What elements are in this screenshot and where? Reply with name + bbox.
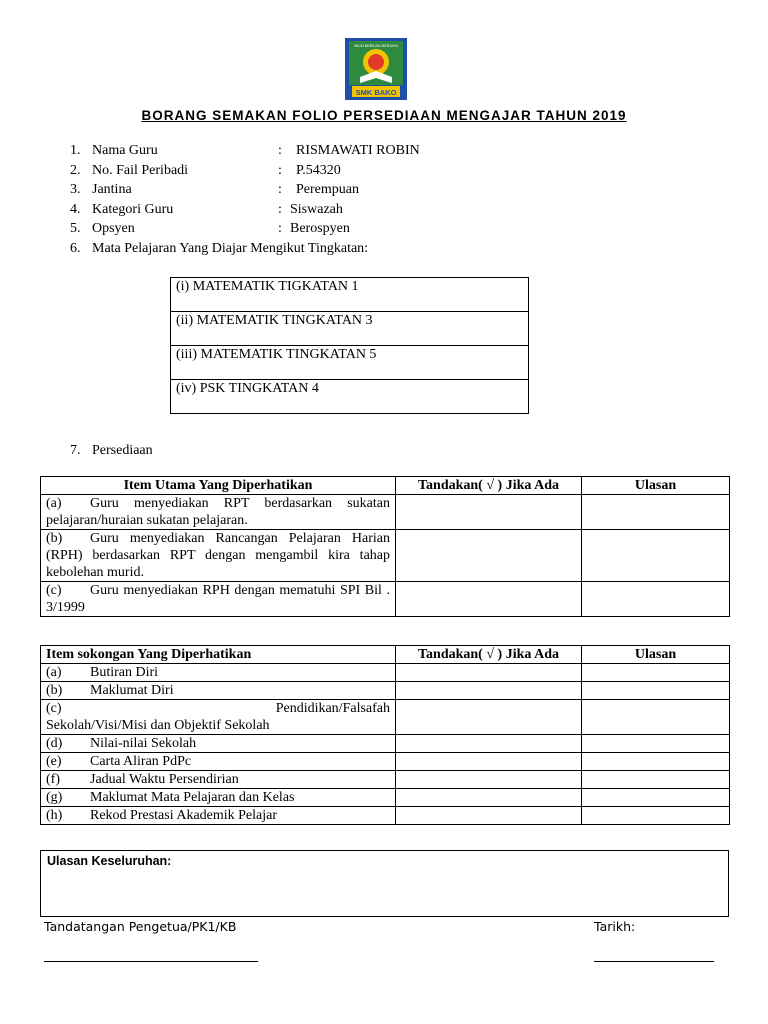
- table-row: [41, 495, 730, 530]
- logo-top-text: MAJU BERILMU BERJAYA: [354, 44, 398, 48]
- table-row: [41, 700, 730, 735]
- item-label: (d): [46, 736, 63, 751]
- item-cell: [41, 700, 396, 735]
- check-cell[interactable]: [396, 807, 582, 825]
- info-value: P.54320: [296, 162, 341, 178]
- item-cell: [41, 771, 396, 789]
- section-num: 7.: [70, 443, 81, 458]
- remarks-cell[interactable]: [582, 582, 730, 617]
- info-num: 5.: [70, 221, 81, 236]
- remarks-cell[interactable]: [582, 495, 730, 530]
- item-text: Pendidikan/Falsafah: [275, 701, 390, 716]
- check-cell[interactable]: [396, 771, 582, 789]
- info-value: RISMAWATI ROBIN: [296, 143, 420, 158]
- item-text: Maklumat Diri: [90, 683, 174, 698]
- remarks-cell[interactable]: [582, 664, 730, 682]
- form-title: BORANG SEMAKAN FOLIO PERSEDIAAN MENGAJAR TAHUN 2019: [141, 108, 627, 123]
- info-num: 2.: [70, 162, 81, 178]
- item-cell: [41, 753, 396, 771]
- info-colon: :: [278, 162, 282, 178]
- item-label: (c): [46, 701, 62, 716]
- section-7-heading: [70, 443, 153, 459]
- date-label: Tarikh:: [594, 919, 636, 934]
- item-text: Carta Aliran PdPc: [90, 754, 192, 769]
- item-text: Guru menyediakan RPH dengan mematuhi SPI Bil . 3/1999: [46, 583, 390, 615]
- table-row: [41, 682, 730, 700]
- info-value: Siswazah: [290, 201, 343, 217]
- info-value: Perempuan: [296, 182, 359, 197]
- info-label: Jantina: [92, 182, 132, 197]
- info-label: No. Fail Peribadi: [92, 162, 189, 178]
- table-header-row: [41, 477, 730, 495]
- remarks-cell[interactable]: [582, 753, 730, 771]
- info-num: 3.: [70, 182, 81, 197]
- info-colon: :: [278, 182, 282, 197]
- subject-cell: (iii) MATEMATIK TINGKATAN 5: [171, 346, 529, 380]
- table-row: [41, 735, 730, 753]
- table-row: [41, 753, 730, 771]
- item-text: Rekod Prestasi Akademik Pelajar: [90, 808, 278, 823]
- signature-label: Tandatangan Pengetua/PK1/KB: [44, 919, 237, 934]
- check-cell[interactable]: [396, 495, 582, 530]
- check-cell[interactable]: [396, 753, 582, 771]
- logo-bottom-text: SMK BAKO: [355, 88, 397, 97]
- check-cell[interactable]: [396, 664, 582, 682]
- info-colon: :: [278, 201, 282, 217]
- check-cell[interactable]: [396, 700, 582, 735]
- check-cell[interactable]: [396, 682, 582, 700]
- item-label: (c): [46, 583, 62, 598]
- item-text: Guru menyediakan Rancangan Pelajaran Harian (RPH) berdasarkan RPT dengan mengambil kira tahap kebolehan murid.: [46, 531, 390, 580]
- remarks-cell[interactable]: [582, 530, 730, 582]
- signature-line[interactable]: [44, 961, 258, 962]
- item-label: (g): [46, 790, 63, 805]
- remarks-cell[interactable]: [582, 682, 730, 700]
- info-value: Berospyen: [290, 221, 350, 236]
- item-label: (b): [46, 531, 63, 546]
- info-label: Mata Pelajaran Yang Diajar Mengikut Tingkatan:: [92, 240, 369, 256]
- item-text: Guru menyediakan RPT berdasarkan sukatan pelajaran/huraian sukatan pelajaran.: [46, 496, 390, 528]
- item-cell: [41, 495, 396, 530]
- item-text: Butiran Diri: [90, 665, 159, 680]
- check-cell[interactable]: [396, 789, 582, 807]
- header-item: Item sokongan Yang Diperhatikan: [41, 646, 396, 664]
- table-header-row: [41, 646, 730, 664]
- item-cell: [41, 582, 396, 617]
- item-label: (f): [46, 772, 60, 787]
- item-label: (e): [46, 754, 62, 769]
- remarks-cell[interactable]: [582, 771, 730, 789]
- check-cell[interactable]: [396, 530, 582, 582]
- item-text: Maklumat Mata Pelajaran dan Kelas: [90, 790, 295, 805]
- table-row: [41, 789, 730, 807]
- info-label: Nama Guru: [92, 143, 158, 158]
- date-line[interactable]: [594, 961, 714, 962]
- item-label: (a): [46, 496, 62, 511]
- item-text: Jadual Waktu Persendirian: [90, 772, 239, 787]
- header-remarks: Ulasan: [582, 477, 730, 495]
- flame-icon: [368, 54, 384, 70]
- header-check: Tandakan( √ ) Jika Ada: [396, 646, 582, 664]
- table-row: [41, 807, 730, 825]
- subject-cell: (iv) PSK TINGKATAN 4: [171, 380, 529, 414]
- info-label: Kategori Guru: [92, 201, 174, 217]
- item-cell: [41, 789, 396, 807]
- table-row: [41, 664, 730, 682]
- school-logo: [344, 37, 408, 101]
- info-colon: :: [278, 143, 282, 158]
- remarks-cell[interactable]: [582, 807, 730, 825]
- info-colon: :: [278, 221, 282, 236]
- item-text-continued: Sekolah/Visi/Misi dan Objektif Sekolah: [46, 718, 270, 733]
- support-items-table: [40, 645, 730, 825]
- header-item: Item Utama Yang Diperhatikan: [41, 477, 396, 495]
- item-cell: [41, 807, 396, 825]
- remarks-cell[interactable]: [582, 700, 730, 735]
- item-label: (a): [46, 665, 62, 680]
- main-items-table: [40, 476, 730, 617]
- table-row: [41, 582, 730, 617]
- item-cell: [41, 682, 396, 700]
- item-cell: [41, 664, 396, 682]
- subjects-table: [170, 277, 529, 414]
- item-cell: [41, 735, 396, 753]
- remarks-cell[interactable]: [582, 735, 730, 753]
- subject-cell: (i) MATEMATIK TIGKATAN 1: [171, 278, 529, 312]
- remarks-cell[interactable]: [582, 789, 730, 807]
- item-label: (b): [46, 683, 63, 698]
- check-cell[interactable]: [396, 582, 582, 617]
- overall-remarks-box[interactable]: [40, 850, 729, 917]
- info-num: 6.: [70, 240, 81, 256]
- check-cell[interactable]: [396, 735, 582, 753]
- item-text: Nilai-nilai Sekolah: [90, 736, 197, 751]
- subject-cell: (ii) MATEMATIK TINGKATAN 3: [171, 312, 529, 346]
- info-num: 4.: [70, 201, 81, 217]
- header-check: Tandakan( √ ) Jika Ada: [396, 477, 582, 495]
- info-label: Opsyen: [92, 221, 135, 236]
- table-row: [41, 530, 730, 582]
- section-label: Persediaan: [92, 443, 153, 458]
- item-cell: [41, 530, 396, 582]
- item-label: (h): [46, 808, 63, 823]
- info-num: 1.: [70, 143, 81, 158]
- table-row: [41, 771, 730, 789]
- overall-remarks-label: Ulasan Keseluruhan:: [47, 854, 172, 868]
- header-remarks: Ulasan: [582, 646, 730, 664]
